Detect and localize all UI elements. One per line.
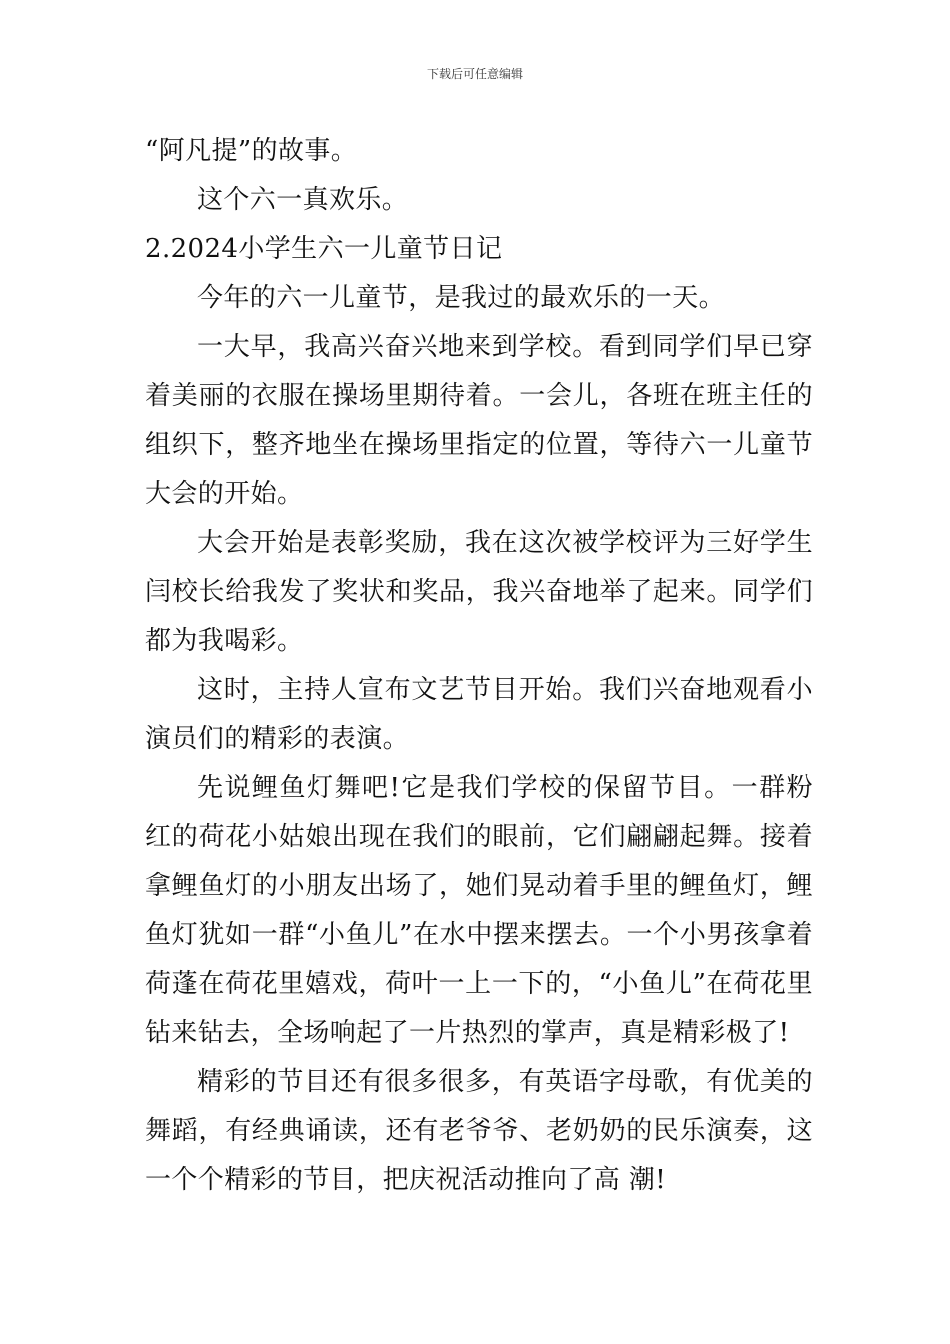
section-heading: 2.2024小学生六一儿童节日记 (145, 234, 503, 264)
paragraph: 这时，主持人宣布文艺节目开始。我们兴奋地观看小演员们的精彩的表演。 (145, 675, 813, 754)
paragraph: 大会开始是表彰奖励，我在这次被学校评为三好学生闫校长给我发了奖状和奖品，我兴奋地举了起来。同学们都为我喝彩。 (145, 528, 813, 656)
paragraph: 精彩的节目还有很多很多，有英语字母歌，有优美的舞蹈，有经典诵读，还有老爷爷、老奶奶的民乐演奏，这一个个精彩的节目，把庆祝活动推向了高 潮! (145, 1067, 813, 1195)
page-header: 下载后可任意编辑 (426, 67, 523, 81)
paragraph: 这个六一真欢乐。 (197, 185, 409, 215)
document-body (145, 127, 813, 1205)
paragraph: 先说鲤鱼灯舞吧!它是我们学校的保留节目。一群粉红的荷花小姑娘出现在我们的眼前，它们翩翩起舞。接着拿鲤鱼灯的小朋友出场了，她们晃动着手里的鲤鱼灯，鲤鱼灯犹如一群“小鱼儿”在水中摆来摆去。一个小男孩拿着荷蓬在荷花里嬉戏，荷叶一上一下的，“小鱼儿”在荷花里钻来钻去，全场响起了一片热烈的掌声，真是精彩极了! (145, 773, 813, 1048)
paragraph: 一大早，我高兴奋兴地来到学校。看到同学们早已穿着美丽的衣服在操场里期待着。一会儿，各班在班主任的组织下，整齐地坐在操场里指定的位置，等待六一儿童节大会的开始。 (145, 332, 813, 509)
paragraph-continuation: “阿凡提”的故事。 (145, 136, 358, 166)
paragraph: 今年的六一儿童节，是我过的最欢乐的一天。 (197, 283, 726, 313)
